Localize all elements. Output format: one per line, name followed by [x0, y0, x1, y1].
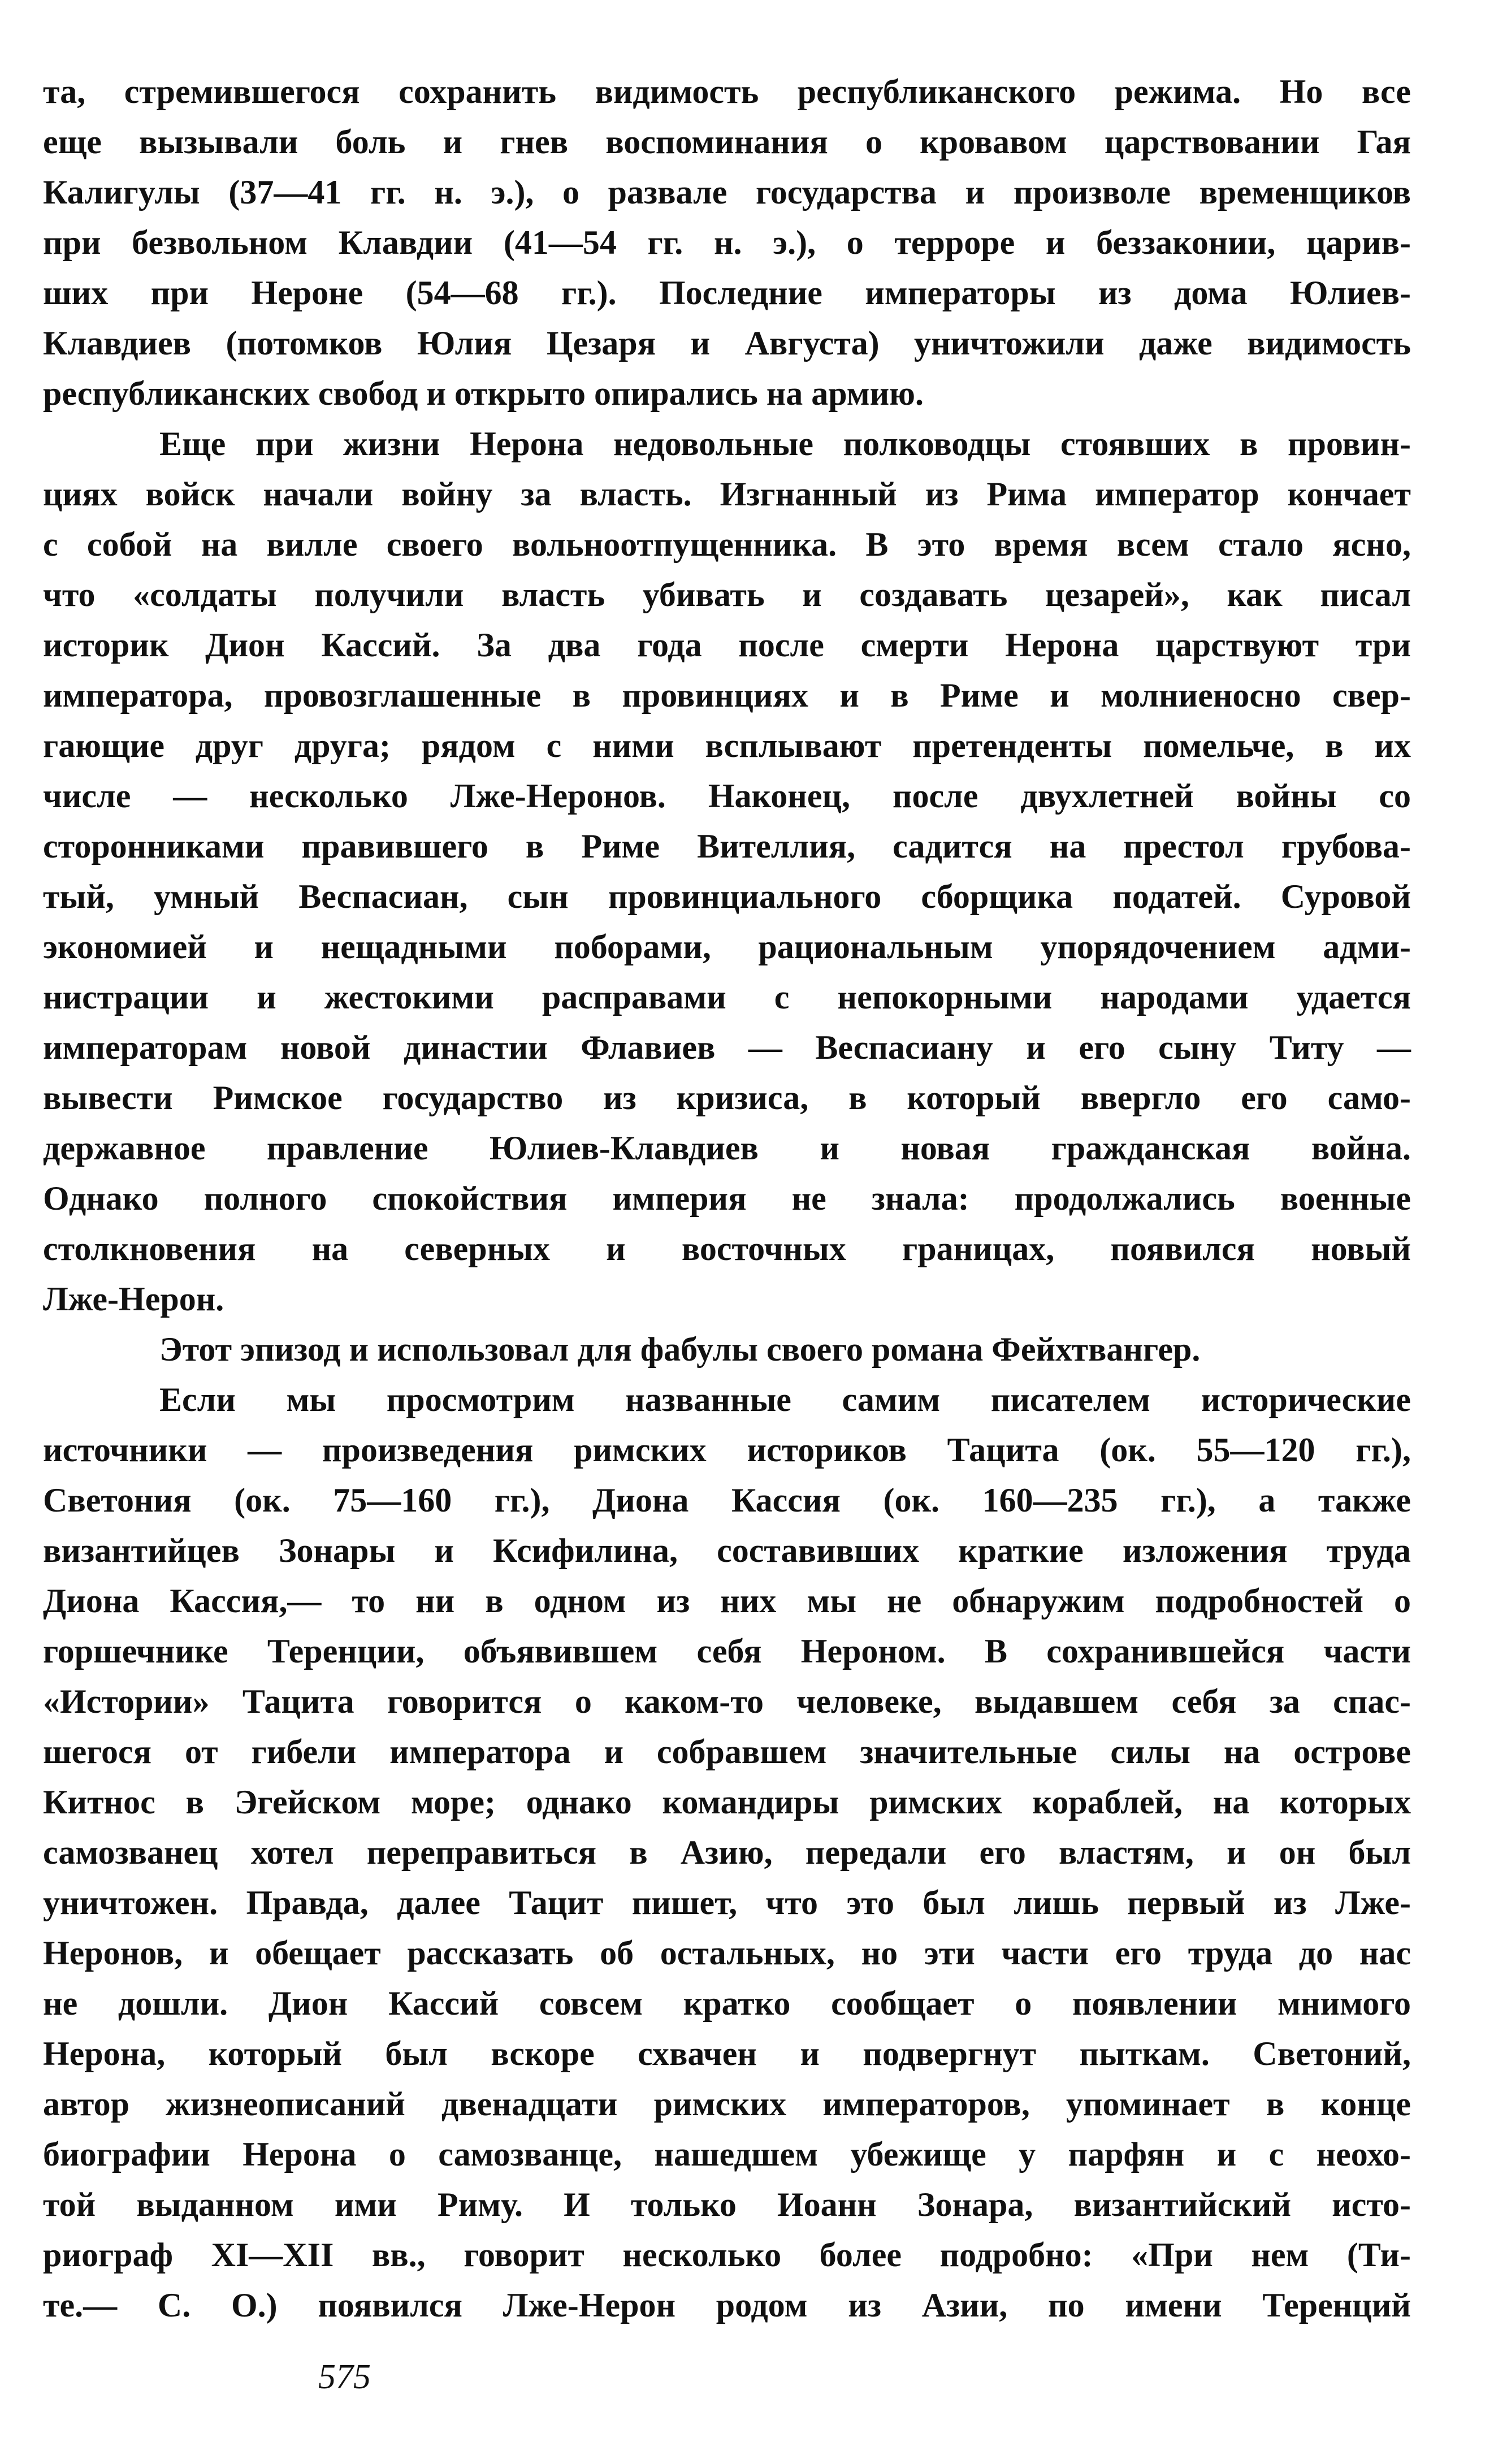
text-line: шегося от гибели императора и собравшем значительные силы на острове — [43, 1733, 1411, 1770]
text-line: тый, умный Веспасиан, сын провинциального сборщика податей. Суровой — [43, 878, 1411, 915]
text-line: автор жизнеописаний двенадцати римских императоров, упоминает в конце — [43, 2085, 1411, 2123]
text-line: циях войск начали войну за власть. Изгнанный из Рима император кончает — [43, 475, 1411, 513]
text-line: Если мы просмотрим названные самим писателем исторические — [159, 1381, 1411, 1418]
text-line: не дошли. Дион Кассий совсем кратко сообщает о появлении мнимого — [43, 1985, 1411, 2022]
text-line: императорам новой династии Флавиев — Веспасиану и его сыну Титу — — [43, 1029, 1411, 1066]
text-line: источники — произведения римских историков Тацита (ок. 55—120 гг.), — [43, 1431, 1411, 1469]
text-line: при безвольном Клавдии (41—54 гг. н. э.), о терроре и беззаконии, царив- — [43, 224, 1411, 261]
text-line: Светония (ок. 75—160 гг.), Диона Кассия (ок. 160—235 гг.), а также — [43, 1482, 1411, 1519]
text-line: республиканских свобод и открыто опирались на армию. — [43, 375, 924, 412]
text-line: Лже-Нерон. — [43, 1280, 224, 1318]
text-line: державное правление Юлиев-Клавдиев и новая гражданская война. — [43, 1129, 1411, 1167]
text-line: Калигулы (37—41 гг. н. э.), о развале государства и произволе временщиков — [43, 174, 1411, 211]
text-line: с собой на вилле своего вольноотпущенника. В это время всем стало ясно, — [43, 526, 1411, 563]
text-line: те.— С. О.) появился Лже-Нерон родом из Азии, по имени Теренций — [43, 2287, 1411, 2324]
text-line: уничтожен. Правда, далее Тацит пишет, что это был лишь первый из Лже- — [43, 1884, 1411, 1921]
text-line: Китнос в Эгейском море; однако командиры римских кораблей, на которых — [43, 1783, 1411, 1821]
text-line: Однако полного спокойствия империя не знала: продолжались военные — [43, 1180, 1411, 1217]
paragraph — [43, 1375, 1411, 2331]
text-line: гающие друг друга; рядом с ними всплывают претенденты помельче, в их — [43, 727, 1411, 764]
paragraph — [43, 419, 1411, 1324]
text-line: Диона Кассия,— то ни в одном из них мы не обнаружим подробностей о — [43, 1582, 1411, 1619]
text-line: византийцев Зонары и Ксифилина, составивших краткие изложения труда — [43, 1532, 1411, 1569]
paragraph — [43, 1324, 1411, 1375]
text-line: нистрации и жестокими расправами с непокорными народами удается — [43, 978, 1411, 1016]
text-line: Клавдиев (потомков Юлия Цезаря и Августа) уничтожили даже видимость — [43, 324, 1411, 362]
text-line: столкновения на северных и восточных границах, появился новый — [43, 1230, 1411, 1267]
text-line: числе — несколько Лже-Неронов. Наконец, после двухлетней войны со — [43, 777, 1411, 815]
text-line: та, стремившегося сохранить видимость республиканского режима. Но все — [43, 73, 1411, 110]
text-line: что «солдаты получили власть убивать и создавать цезарей», как писал — [43, 576, 1411, 613]
text-line: «Истории» Тацита говорится о каком-то человеке, выдавшем себя за спас- — [43, 1683, 1411, 1720]
text-line: Этот эпизод и использовал для фабулы своего романа Фейхтвангер. — [159, 1331, 1201, 1368]
paragraph — [43, 67, 1411, 419]
text-line: экономией и нещадными поборами, рациональным упорядочением адми- — [43, 928, 1411, 965]
text-line: той выданном ими Риму. И только Иоанн Зонара, византийский исто- — [43, 2186, 1411, 2223]
page-number: 575 — [318, 2358, 371, 2396]
text-line: сторонниками правившего в Риме Вителлия, садится на престол грубова- — [43, 828, 1411, 865]
text-line: Еще при жизни Нерона недовольные полководцы стоявших в провин- — [159, 425, 1411, 462]
text-line: Нерона, который был вскоре схвачен и подвергнут пыткам. Светоний, — [43, 2035, 1411, 2072]
text-line: вывести Римское государство из кризиса, в который ввергло его само- — [43, 1079, 1411, 1116]
text-line: самозванец хотел переправиться в Азию, передали его властям, и он был — [43, 1834, 1411, 1871]
text-line: ших при Нероне (54—68 гг.). Последние императоры из дома Юлиев- — [43, 274, 1411, 311]
text-line: биографии Нерона о самозванце, нашедшем убежище у парфян и с неохо- — [43, 2136, 1411, 2173]
text-line: историк Дион Кассий. За два года после смерти Нерона царствуют три — [43, 626, 1411, 664]
text-line: Неронов, и обещает рассказать об остальных, но эти части его труда до нас — [43, 1934, 1411, 1972]
body-text — [43, 67, 1411, 2331]
text-line: горшечнике Теренции, объявившем себя Нероном. В сохранившейся части — [43, 1632, 1411, 1670]
text-line: риограф XI—XII вв., говорит несколько более подробно: «При нем (Ти- — [43, 2236, 1411, 2274]
text-line: императора, провозглашенные в провинциях и в Риме и молниеносно свер- — [43, 677, 1411, 714]
text-line: еще вызывали боль и гнев воспоминания о кровавом царствовании Гая — [43, 123, 1411, 161]
